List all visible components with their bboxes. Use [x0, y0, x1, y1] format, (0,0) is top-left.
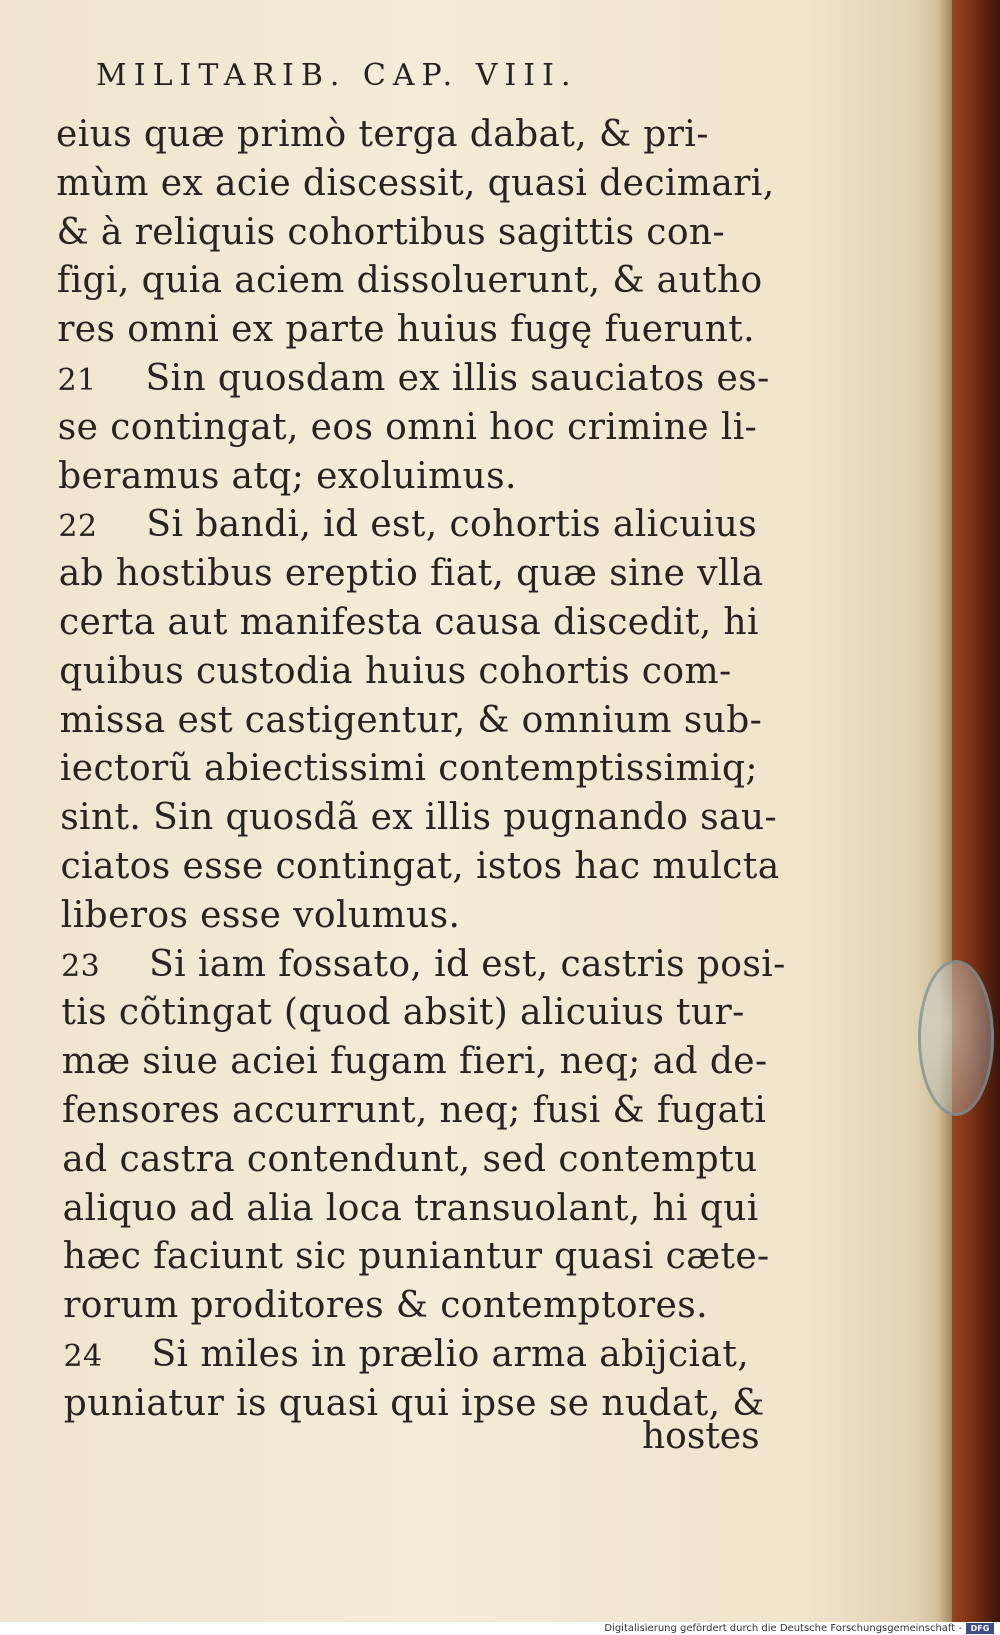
line-text: eius quæ primò terga dabat, & pri-	[56, 114, 709, 155]
footer-bar	[0, 1622, 1000, 1635]
text-line	[57, 211, 725, 255]
line-text: mæ siue aciei fugam fieri, neq; ad de-	[61, 1041, 768, 1083]
line-text: certa aut manifesta causa discedit, hi	[59, 602, 759, 643]
line-text: ab hostibus ereptio fiat, quæ sine vlla	[58, 553, 764, 595]
running-header: MILITARIB. CAP. VIII.	[96, 58, 578, 93]
footer-credit: Digitalisierung gefördert durch die Deutsche Forschungsgemeinschaft -	[604, 1623, 962, 1634]
text-line	[63, 1187, 759, 1231]
line-text: Si miles in prælio arma abijciat,	[151, 1334, 750, 1375]
line-text: Sin quosdam ex illis sauciatos es-	[145, 358, 770, 399]
text-line	[57, 259, 763, 303]
line-text: ciatos esse contingat, istos hac mulcta	[60, 846, 780, 887]
line-text: liberos esse volumus.	[60, 894, 461, 936]
line-text: missa est castigentur, & omnium sub-	[59, 699, 763, 741]
text-line	[58, 503, 757, 547]
line-text: rorum proditores & contemptores.	[63, 1285, 708, 1327]
text-line	[64, 1333, 750, 1377]
line-text: puniatur is quasi qui ipse se nudat, &	[63, 1382, 765, 1424]
text-line	[58, 455, 517, 499]
text-line	[58, 406, 757, 450]
text-line	[62, 1040, 768, 1084]
line-text: figi, quia aciem dissoluerunt, & autho	[56, 260, 763, 302]
line-text: quibus custodia huius cohortis com-	[59, 650, 732, 692]
line-text: & à reliquis cohortibus sagittis con-	[56, 211, 726, 253]
line-text: fensores accurrunt, neq; fusi & fugati	[62, 1090, 767, 1131]
text-line	[61, 991, 744, 1035]
line-text: res omni ex parte huius fugę fuerunt.	[57, 309, 755, 351]
text-line	[60, 699, 763, 743]
text-line	[62, 1138, 757, 1182]
dfg-logo: DFG	[966, 1623, 994, 1634]
paragraph-number: 24	[63, 1339, 103, 1374]
line-text: hæc faciunt sic puniantur quasi cæte-	[62, 1236, 770, 1278]
text-line	[61, 943, 786, 987]
text-line	[59, 650, 731, 694]
catchword: hostes	[642, 1416, 760, 1457]
line-text: iectorũ abiectissimi contemptissimiq;	[59, 748, 758, 790]
line-text: ad castra contendunt, sed contemptu	[62, 1138, 758, 1180]
text-line	[59, 601, 759, 645]
paragraph-number: 23	[61, 948, 101, 984]
paragraph-number: 21	[57, 363, 97, 398]
paragraph-number: 22	[58, 509, 98, 545]
text-line	[56, 113, 709, 157]
text-line	[62, 1089, 766, 1133]
line-text: Si bandi, id est, cohortis alicuius	[146, 504, 758, 546]
line-text: tis cõtingat (quod absit) alicuius tur-	[61, 992, 745, 1034]
text-line	[56, 162, 774, 206]
text-line	[63, 1284, 708, 1328]
text-line	[60, 796, 777, 840]
line-text: beramus atq; exoluimus.	[58, 455, 517, 497]
text-line	[61, 845, 780, 889]
text-line	[57, 308, 755, 352]
line-text: se contingat, eos omni hoc crimine li-	[57, 406, 758, 448]
line-text: aliquo ad alia loca transuolant, hi qui	[62, 1187, 759, 1229]
text-line	[61, 894, 461, 938]
line-text: Si iam fossato, id est, castris posi-	[149, 943, 786, 985]
text-line	[60, 747, 758, 791]
text-line	[63, 1235, 770, 1279]
text-line	[59, 552, 764, 596]
text-line	[58, 357, 770, 401]
line-text: sint. Sin quosdã ex illis pugnando sau-	[60, 797, 778, 839]
line-text: mùm ex acie discessit, quasi decimari,	[56, 162, 775, 204]
page-clip	[918, 960, 994, 1116]
